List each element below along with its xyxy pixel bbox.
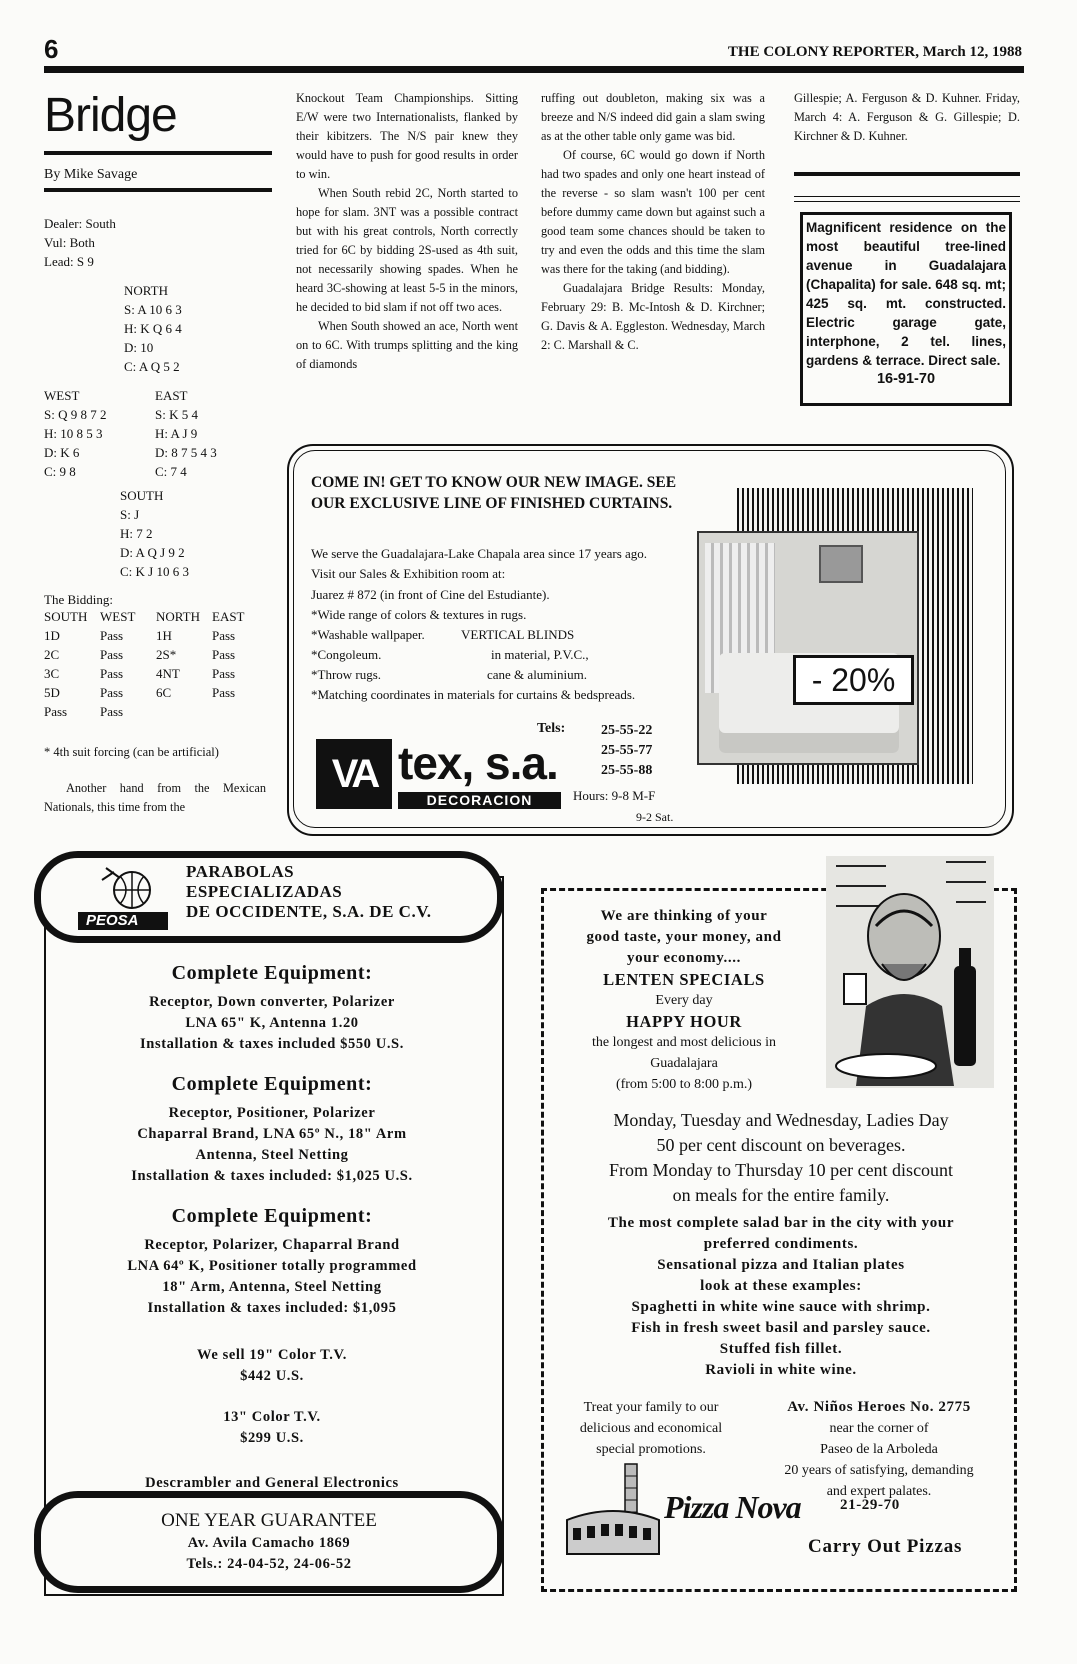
vatex-items [311,605,681,705]
byline-rule [44,188,272,192]
satellite-globe-icon [100,862,160,914]
hand-clubs: C: 7 4 [155,464,187,479]
offer-line: Installation & taxes included $550 U.S. [140,1036,404,1052]
hand-label: WEST [44,388,80,403]
col4-rule [794,172,1020,176]
tv-offer-line: We sell 19" Color T.V. [197,1347,347,1363]
promo-line: From Monday to Thursday 10 per cent discount [608,1160,954,1180]
bid: Pass [212,666,236,681]
bid: Pass [100,685,124,700]
deal-info [44,214,116,271]
bid: Pass [100,666,124,681]
menu-line: Sensational pizza and Italian plates [657,1257,905,1273]
bidding-table [44,607,268,721]
hand-spades: S: Q 9 8 7 2 [44,407,107,422]
family-line: special promotions. [596,1442,706,1457]
bidding-header: NORTH [156,609,200,624]
vatex-tel: 25-55-77 [601,743,653,758]
south-hand [120,486,189,581]
vatex-item: *Wide range of colors & textures in rugs. [311,607,527,622]
hand-hearts: H: K Q 6 4 [124,321,182,336]
carry-out-text: Carry Out Pizzas [808,1536,963,1557]
hand-hearts: H: A J 9 [155,426,198,441]
vatex-hours-sat: 9-2 Sat. [636,810,674,824]
tv-offer-price: $299 U.S. [240,1430,304,1446]
bid: Pass [44,704,68,719]
bid: Pass [212,685,236,700]
vatex-item: *Washable wallpaper. [311,627,425,642]
bid: Pass [100,628,124,643]
bidding-row [44,664,268,683]
hand-spades: S: A 10 6 3 [124,302,182,317]
hand-label: SOUTH [120,488,164,503]
bidding-label: The Bidding: [44,592,113,607]
bidding-header: SOUTH [44,609,88,624]
hand-diamonds: D: K 6 [44,445,80,460]
address-line: and expert palates. [826,1484,932,1499]
vatex-item: *Matching coordinates in materials for curtains & bedspreads. [311,687,636,702]
offer-line: LNA 64º K, Positioner totally programmed [127,1258,417,1274]
bid: Pass [100,704,124,719]
bidding-row [44,702,268,721]
address-line: 20 years of satisfying, demanding [784,1463,974,1478]
menu-line: preferred condiments. [703,1236,859,1252]
offer-line: Antenna, Steel Netting [195,1147,349,1163]
hand-spades: S: K 5 4 [155,407,198,422]
page-number: 6 [44,34,59,64]
north-hand [124,281,182,376]
bid: 4NT [156,666,180,681]
bidding-row [44,645,268,664]
happy-hour-desc: Guadalajara [650,1056,718,1071]
classified-phone: 16-91-70 [876,371,936,387]
hand-clubs: C: K J 10 6 3 [120,564,189,579]
promo-line: on meals for the entire family. [672,1185,890,1205]
offer-line: Installation & taxes included: $1,025 U.S. [131,1168,413,1184]
parabolas-company-name [186,862,432,922]
address-line: Paseo de la Arboleda [820,1442,938,1457]
pizza-menu [548,1213,1014,1381]
article-paragraph: Guadalajara Bridge Results: Monday, February 29: B. Mc-Intosh & D. Kirchner; G. Davis & A. Eggleston. Wednesday, March 2: C. Marshall & C. [541,281,765,352]
company-name-line: PARABOLAS [186,862,295,881]
pizza-intro [556,906,812,1095]
vatex-tel: 25-55-22 [601,723,653,738]
article-paragraph: When South rebid 2C, North started to hope for slam. 3NT was a possible contract but with his great controls, North correctly tried for 6C by bidding 2S-used as 4th suit, not necessarily showing spades. When he heard 3C-showing at least 5-5 in the minors, he decided to bid slam if not off two aces. [296,186,518,314]
bidding-header: WEST [100,609,136,624]
vatex-headline: COME IN! GET TO KNOW OUR NEW IMAGE. SEE OUR EXCLUSIVE LINE OF FINISHED CURTAINS. [311,474,677,512]
article-paragraph: Knockout Team Championships. Sitting E/W were two Internationalists, flanked by their kibitzers. The N/S pair knew they would have to push for good results in order to win. [296,91,518,181]
family-line: delicious and economical [579,1421,723,1436]
dealer: Dealer: South [44,216,116,231]
hand-hearts: H: 7 2 [120,526,153,541]
bidding-header: EAST [212,609,245,624]
bid: Pass [212,628,236,643]
west-hand [44,386,106,481]
vatex-item: in material, P.V.C., [491,647,589,662]
article-paragraph: When South showed an ace, North went on to 6C. With trumps splitting and the king of diamonds [296,319,518,371]
company-name-line: DE OCCIDENTE, S.A. DE C.V. [186,902,432,921]
bid [212,702,268,721]
bid: 1D [44,628,60,643]
hand-label: NORTH [124,283,168,298]
parabolas-bottom-banner [34,1491,504,1593]
bid: Pass [100,647,124,662]
vatex-hours: Hours: 9-8 M-F [573,788,656,803]
hand-diamonds: D: A Q J 9 2 [120,545,185,560]
vatex-logo-sub: DECORACION [398,792,561,809]
vatex-address: Juarez # 872 (in front of Cine del Estudiante). [311,587,550,602]
guarantee-text: ONE YEAR GUARANTEE [161,1510,377,1531]
hand-label: EAST [155,388,188,403]
pizza-promos [556,1108,1006,1208]
discount-badge: - 20% [793,655,914,705]
byline: By Mike Savage [44,167,138,182]
curtain-bedroom-image [697,531,919,765]
vulnerability: Vul: Both [44,235,95,250]
happy-hour: HAPPY HOUR [626,1012,742,1031]
article-paragraph: ruffing out doubleton, making six was a breeze and N/S indeed did gain a slam swing as at the other table only game was bid. [541,91,765,143]
pizza-family [556,1397,746,1460]
menu-line: look at these examples: [700,1278,862,1294]
offer-title: Complete Equipment: [171,1073,373,1095]
bid: 2S* [156,647,177,662]
vatex-intro: We serve the Guadalajara-Lake Chapala area since 17 years ago. Visit our Sales & Exhibition room at: [311,546,648,581]
offer-line: Installation & taxes included: $1,095 [147,1300,397,1316]
offer-title: Complete Equipment: [171,962,373,984]
bid: 2C [44,647,60,662]
hand-diamonds: D: 10 [124,340,154,355]
menu-line: The most complete salad bar in the city with your [607,1215,955,1231]
bid [156,702,212,721]
hand-clubs: C: 9 8 [44,464,76,479]
vatex-item: *Throw rugs. [311,667,382,682]
hand-diamonds: D: 8 7 5 4 3 [155,445,217,460]
intro-line: your economy.... [627,950,741,966]
hand-clubs: C: A Q 5 2 [124,359,180,374]
pizza-street: Av. Niños Heroes No. 2775 [787,1399,971,1415]
parabolas-tels: Tels.: 24-04-52, 24-06-52 [186,1556,352,1572]
article-col3 [541,89,765,355]
hand-hearts: H: 10 8 5 3 [44,426,103,441]
pizza-phone: 21-29-70 [840,1497,900,1513]
family-line: Treat your family to our [583,1400,719,1415]
hand-spades: S: J [120,507,140,522]
east-hand [155,386,217,481]
classified-text: Magnificent residence on the most beautiful tree-lined avenue in Guadalajara (Chapalita) for sale. 648 sq. mt; 425 sq. mt. constructed. Electric garage gate, interphone, 2 tel. lines, gardens & terrace. Direct sale. [806,220,1006,368]
lead: Lead: S 9 [44,254,94,269]
happy-hour-desc: the longest and most delicious in [592,1035,776,1050]
col4-rule-thin [794,201,1020,202]
offer-line: LNA 65" K, Antenna 1.20 [185,1015,359,1031]
descrambler-line: Descrambler and General Electronics [145,1475,399,1491]
lenten-specials: LENTEN SPECIALS [603,970,765,989]
bid: 3C [44,666,60,681]
menu-line: Stuffed fish fillet. [719,1341,843,1357]
bidding-footnote: * 4th suit forcing (can be artificial) [44,745,219,759]
tv-offer-price: $442 U.S. [240,1368,304,1384]
promo-line: Monday, Tuesday and Wednesday, Ladies Day [613,1110,949,1130]
peosa-logo: PEOSA [78,912,168,930]
header-rule [44,66,1024,73]
company-name-line: ESPECIALIZADAS [186,882,343,901]
col4-rule-thin [794,196,1020,197]
vatex-item: VERTICAL BLINDS [461,627,575,642]
offer-title: Complete Equipment: [171,1205,373,1227]
newspaper-title: THE COLONY REPORTER, March 12, 1988 [727,44,1022,60]
promo-line: 50 per cent discount on beverages. [656,1135,906,1155]
vatex-logo-text: tex, s.a. [398,737,558,789]
parabolas-address: Av. Avila Camacho 1869 [187,1535,351,1551]
vatex-tels-label: Tels: [537,721,566,736]
bidding-row [44,626,268,645]
article-col2 [296,89,518,374]
menu-line: Ravioli in white wine. [705,1362,857,1378]
pizza-nova-logo: Pizza Nova [664,1489,801,1525]
offer-line: Chaparral Brand, LNA 65º N., 18" Arm [137,1126,407,1142]
pizza-address [756,1397,1002,1502]
classified-ad [800,212,1012,406]
intro-line: good taste, your money, and [586,929,782,945]
parabolas-offers [44,960,500,1494]
offer-line: Receptor, Polarizer, Chaparral Brand [144,1237,400,1253]
offer-line: 18" Arm, Antenna, Steel Netting [162,1279,382,1295]
intro-line: We are thinking of your [600,908,768,924]
tv-offer-line: 13" Color T.V. [223,1409,321,1425]
every-day: Every day [655,993,713,1008]
article-paragraph: Of course, 6C would go down if North had two spades and only one heart instead of the reverse - so slam wasn't 100 per cent before dummy came down but against such a good team some chances should be taken to try and even the odds and this time the slam was there for the taking (and bidding). [541,148,765,276]
article-col4: Gillespie; A. Ferguson & D. Kuhner. Friday, March 4: A. Ferguson & G. Gillespie; D. Kirchner & D. Kuhner. [794,91,1020,143]
colosseum-icon [563,1462,663,1558]
offer-line: Receptor, Positioner, Polarizer [168,1105,376,1121]
bidding-header-row [44,607,268,626]
offer-line: Receptor, Down converter, Polarizer [149,994,395,1010]
bid: 1H [156,628,172,643]
article-col1-tail: Another hand from the Mexican Nationals, this time from the [44,781,266,814]
picture-frame-shape [819,545,863,583]
bridge-title: Bridge [44,89,177,142]
bid: 5D [44,685,60,700]
bidding-row [44,683,268,702]
vatex-logo-mark: VA [316,739,392,809]
vatex-item: *Congoleum. [311,647,382,662]
menu-line: Spaghetti in white wine sauce with shrimp. [631,1299,931,1315]
diner-illustration [826,856,994,1088]
happy-hour-desc: (from 5:00 to 8:00 p.m.) [615,1077,753,1092]
bid: Pass [212,647,236,662]
vatex-tel: 25-55-88 [601,763,653,778]
address-line: near the corner of [829,1421,929,1436]
vatex-item: cane & aluminium. [487,667,588,682]
bid: 6C [156,685,172,700]
menu-line: Fish in fresh sweet basil and parsley sauce. [631,1320,931,1336]
bridge-title-rule [44,151,272,155]
vatex-tels [601,721,652,781]
